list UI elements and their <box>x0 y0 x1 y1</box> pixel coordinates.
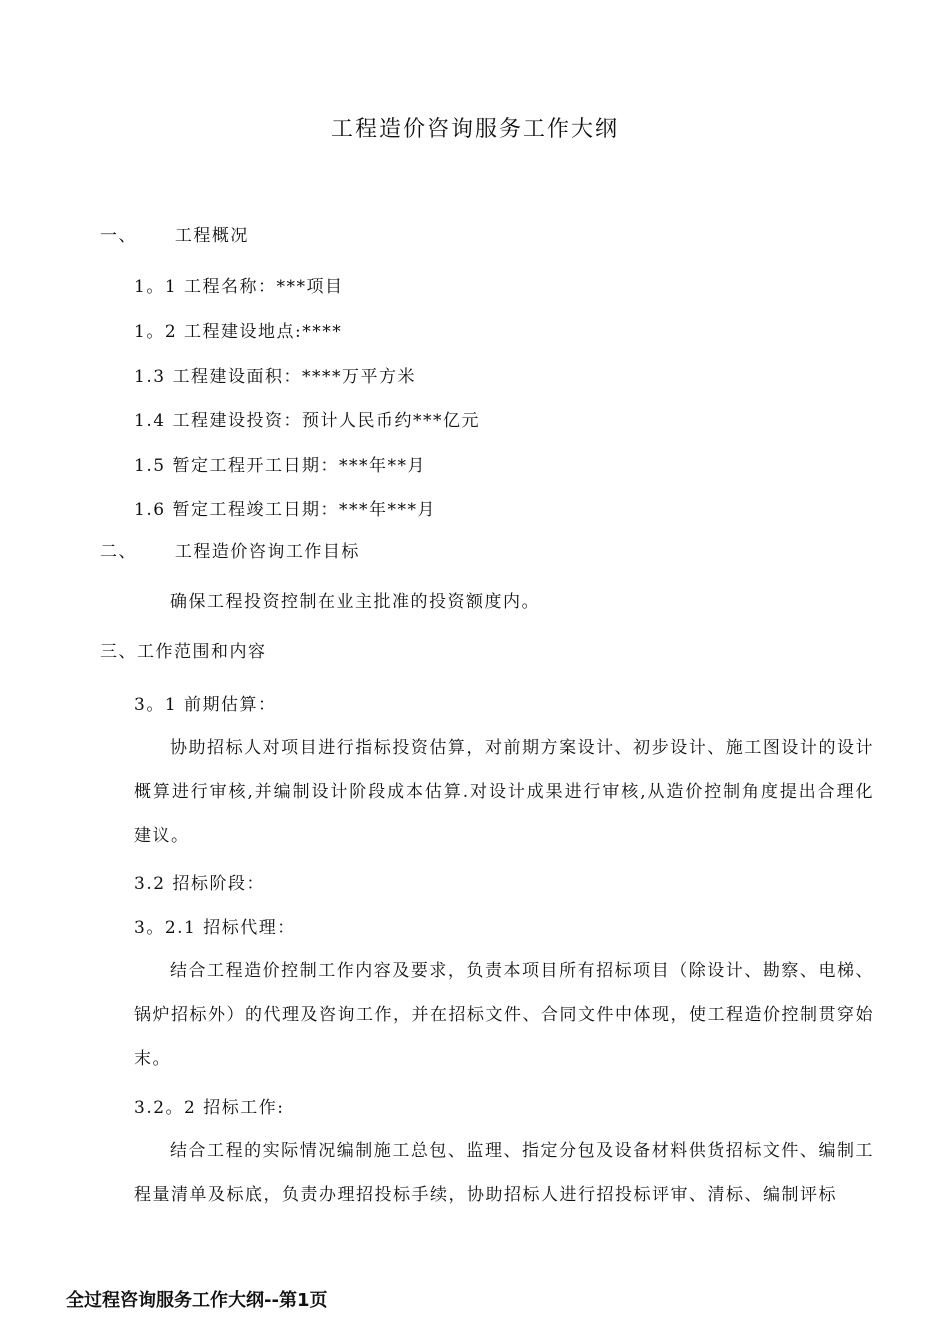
section-2-title: 工程造价咨询工作目标 <box>174 542 360 562</box>
item-1-2: 1。2 工程建设地点:**** <box>134 322 343 342</box>
subsection-3-1-body: 协助招标人对项目进行指标投资估算，对前期方案设计、初步设计、施工图设计的设计概算进行审核,并编制设计阶段成本估算.对设计成果进行审核,从造价控制角度提出合理化建议。 <box>134 738 874 846</box>
section-2-body: 确保工程投资控制在业主批准的投资额度内。 <box>170 592 540 612</box>
section-3-heading: 三、工作范围和内容 <box>100 642 267 662</box>
subsection-3-2-2-heading: 3.2。2 招标工作: <box>134 1098 285 1118</box>
item-1-6: 1.6 暂定工程竣工日期：***年***月 <box>134 500 436 520</box>
subsection-3-2-heading: 3.2 招标阶段： <box>134 874 265 894</box>
subsection-3-1-heading: 3。1 前期估算： <box>134 695 277 715</box>
document-title: 工程造价咨询服务工作大纲 <box>330 117 619 142</box>
subsection-3-2-1-body: 结合工程造价控制工作内容及要求，负责本项目所有招标项目（除设计、勘察、电梯、锅炉招标外）的代理及咨询工作，并在招标文件、合同文件中体现，使工程造价控制贯穿始末。 <box>134 961 874 1069</box>
item-1-4: 1.4 工程建设投资：预计人民币约***亿元 <box>134 411 480 431</box>
item-1-3: 1.3 工程建设面积：****万平方米 <box>134 367 416 387</box>
subsection-3-2-1-heading: 3。2.1 招标代理： <box>134 918 296 938</box>
section-2-number: 二、 <box>100 542 137 562</box>
item-1-1: 1。1 工程名称：***项目 <box>134 277 344 297</box>
section-1-title: 工程概况 <box>174 226 249 246</box>
subsection-3-2-2-body: 结合工程的实际情况编制施工总包、监理、指定分包及设备材料供货招标文件、编制工程量清单及标底，负责办理招投标手续，协助招标人进行招投标评审、清标、编制评标 <box>134 1141 874 1205</box>
section-2-heading <box>100 540 360 564</box>
item-1-5: 1.5 暂定工程开工日期：***年**月 <box>134 456 426 476</box>
section-1-number: 一、 <box>100 226 137 246</box>
section-1-heading <box>100 224 249 248</box>
page-footer: 全过程咨询服务工作大纲--第1页 <box>66 1290 328 1311</box>
